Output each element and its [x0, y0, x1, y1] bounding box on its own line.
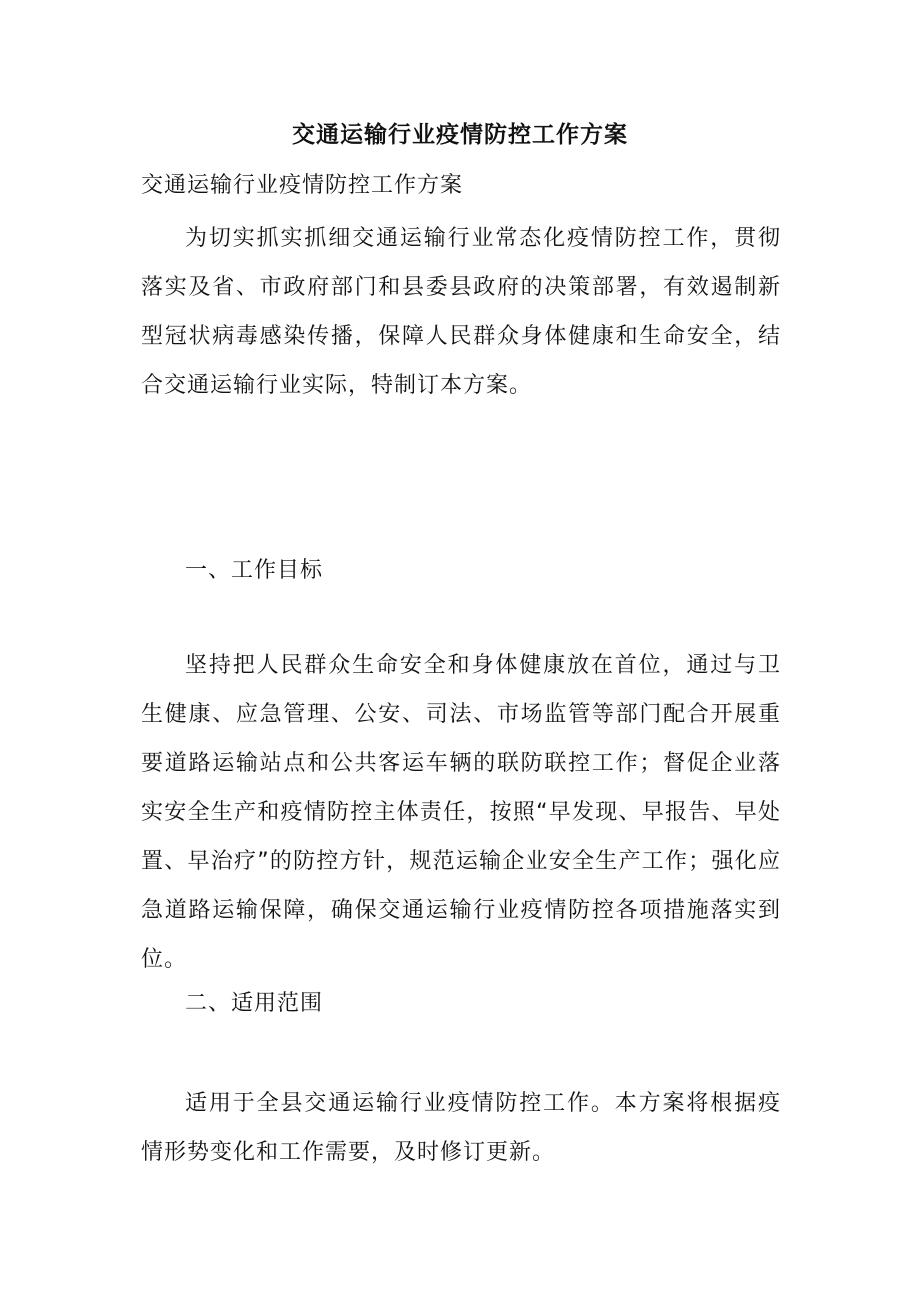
section-heading: 一、工作目标	[185, 558, 324, 583]
document-title: 交通运输行业疫情防控工作方案	[292, 122, 628, 148]
section-paragraph: 适用于全县交通运输行业疫情防控工作。本方案将根据疫情形势变化和工作需要，及时修订更新。	[141, 1091, 781, 1165]
section-paragraph: 坚持把人民群众生命安全和身体健康放在首位，通过与卫生健康、应急管理、公安、司法、市场监管等部门配合开展重要道路运输站点和公共客运车辆的联防联控工作；督促企业落实安全生产和疫情防控主体责任，按照“早发现、早报告、早处置、早治疗”的防控方针，规范运输企业安全生产工作；强化应急道路运输保障，确保交通运输行业疫情防控各项措施落实到位。	[141, 653, 781, 972]
section-heading: 二、适用范围	[185, 991, 324, 1016]
document-subtitle: 交通运输行业疫情防控工作方案	[141, 173, 464, 198]
intro-paragraph: 为切实抓实抓细交通运输行业常态化疫情防控工作，贯彻落实及省、市政府部门和县委县政府的决策部署，有效遏制新型冠状病毒感染传播，保障人民群众身体健康和生命安全，结合交通运输行业实际，特制订本方案。	[141, 226, 781, 398]
